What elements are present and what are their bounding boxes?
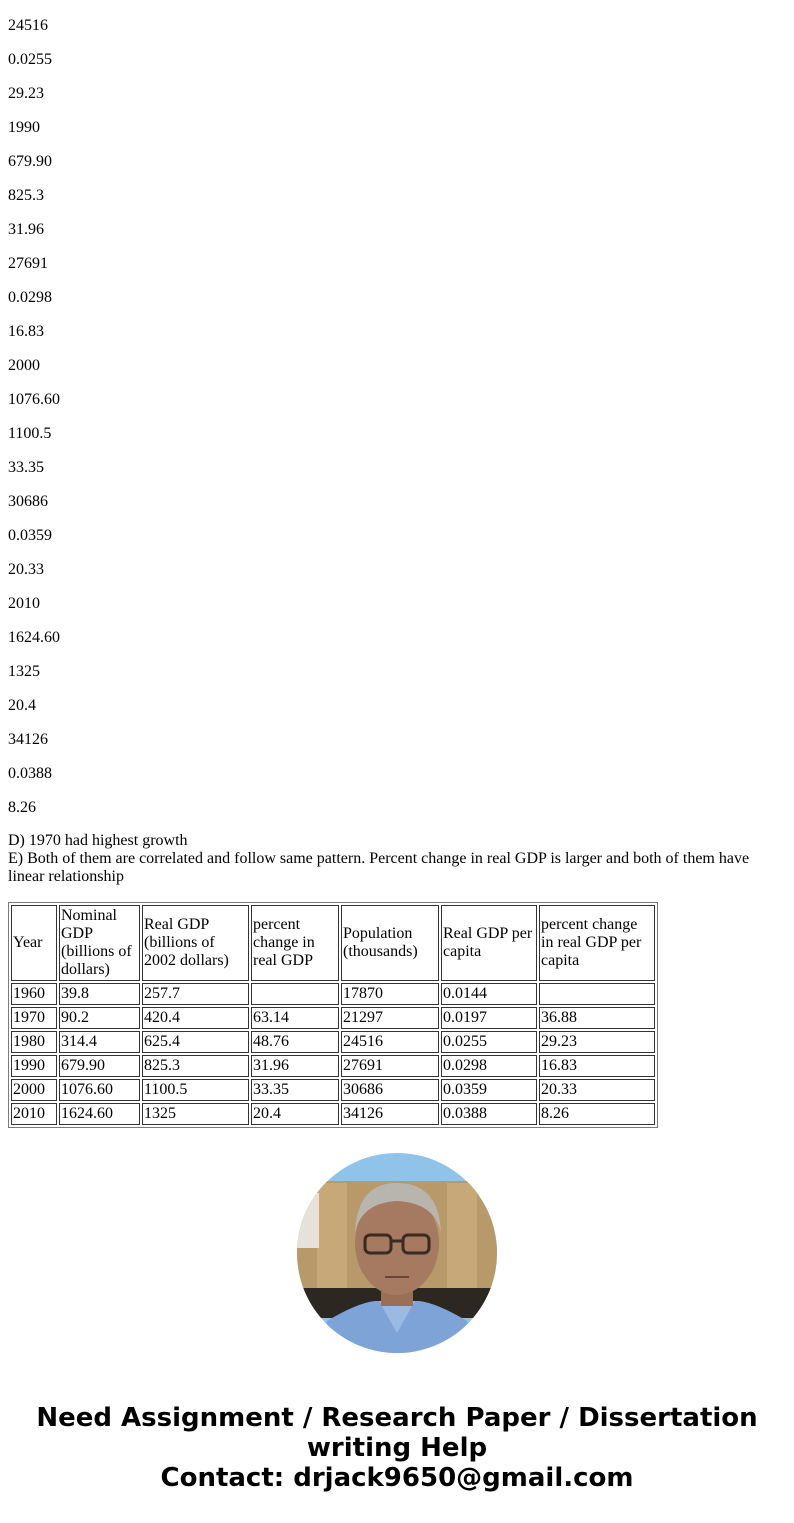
header-year: Year [11,905,57,981]
promo-line-1: Need Assignment / Research Paper / Dissertation [36,1403,758,1433]
cell: 825.3 [142,1055,249,1077]
value-item: 20.4 [8,697,36,714]
cell [251,983,339,1005]
cell: 0.0359 [441,1079,537,1101]
cell: 8.26 [539,1103,655,1125]
cell: 1990 [11,1055,57,1077]
answer-e: E) Both of them are correlated and follow same pattern. Percent change in real GDP is larger and both of them have linear relationship [8,850,750,885]
cell: 36.88 [539,1007,655,1029]
person-photo-icon [297,1153,497,1353]
cell: 1076.60 [59,1079,140,1101]
value-item: 1325 [8,663,40,680]
cell: 0.0298 [441,1055,537,1077]
gdp-table [8,902,658,1128]
cell: 30686 [341,1079,439,1101]
cell: 257.7 [142,983,249,1005]
value-item: 34126 [8,731,48,748]
value-item: 1990 [8,119,40,136]
promo-line-2: writing Help [306,1433,488,1463]
table-row [11,1079,655,1101]
cell: 1970 [11,1007,57,1029]
answers-block [8,832,786,886]
cell: 1960 [11,983,57,1005]
value-item: 16.83 [8,323,44,340]
cell: 0.0255 [441,1031,537,1053]
cell: 39.8 [59,983,140,1005]
cell: 625.4 [142,1031,249,1053]
cell: 20.4 [251,1103,339,1125]
cell: 21297 [341,1007,439,1029]
value-item: 30686 [8,493,48,510]
cell: 16.83 [539,1055,655,1077]
cell: 29.23 [539,1031,655,1053]
value-item: 0.0298 [8,289,52,306]
header-pct-change-per-capita: percent change in real GDP per capita [539,905,655,981]
value-item: 24516 [8,17,48,34]
value-item: 825.3 [8,187,44,204]
value-item: 8.26 [8,799,36,816]
cell: 0.0144 [441,983,537,1005]
cell: 31.96 [251,1055,339,1077]
cell: 17870 [341,983,439,1005]
value-item: 2000 [8,357,40,374]
table-row [11,983,655,1005]
header-real-gdp: Real GDP (billions of 2002 dollars) [142,905,249,981]
cell: 2000 [11,1079,57,1101]
table-row [11,1055,655,1077]
answer-d: D) 1970 had highest growth [8,832,188,849]
cell [539,983,655,1005]
cell: 314.4 [59,1031,140,1053]
cell: 1325 [142,1103,249,1125]
cell: 0.0388 [441,1103,537,1125]
table-row [11,1031,655,1053]
cell: 1980 [11,1031,57,1053]
value-item: 2010 [8,595,40,612]
value-item: 29.23 [8,85,44,102]
value-item: 1624.60 [8,629,60,646]
header-population: Population (thousands) [341,905,439,981]
cell: 24516 [341,1031,439,1053]
value-item: 0.0255 [8,51,52,68]
promo-contact: Contact: drjack9650@gmail.com [160,1463,634,1493]
table-row [11,1103,655,1125]
value-item: 1076.60 [8,391,60,408]
value-item: 31.96 [8,221,44,238]
cell: 0.0197 [441,1007,537,1029]
header-pct-change-real-gdp: percent change in real GDP [251,905,339,981]
value-item: 20.33 [8,561,44,578]
cell: 63.14 [251,1007,339,1029]
value-item: 1100.5 [8,425,52,442]
value-item: 33.35 [8,459,44,476]
cell: 33.35 [251,1079,339,1101]
promo-banner [0,1403,794,1493]
value-item: 0.0359 [8,527,52,544]
cell: 679.90 [59,1055,140,1077]
value-item: 27691 [8,255,48,272]
table-row [11,1007,655,1029]
header-nominal-gdp: Nominal GDP (billions of dollars) [59,905,140,981]
cell: 420.4 [142,1007,249,1029]
cell: 34126 [341,1103,439,1125]
header-real-gdp-per-capita: Real GDP per capita [441,905,537,981]
avatar [297,1153,497,1353]
cell: 20.33 [539,1079,655,1101]
table-header-row [11,905,655,981]
cell: 48.76 [251,1031,339,1053]
cell: 27691 [341,1055,439,1077]
value-item: 679.90 [8,153,52,170]
value-list [8,0,786,816]
cell: 90.2 [59,1007,140,1029]
cell: 1100.5 [142,1079,249,1101]
cell: 1624.60 [59,1103,140,1125]
value-item: 0.0388 [8,765,52,782]
cell: 2010 [11,1103,57,1125]
